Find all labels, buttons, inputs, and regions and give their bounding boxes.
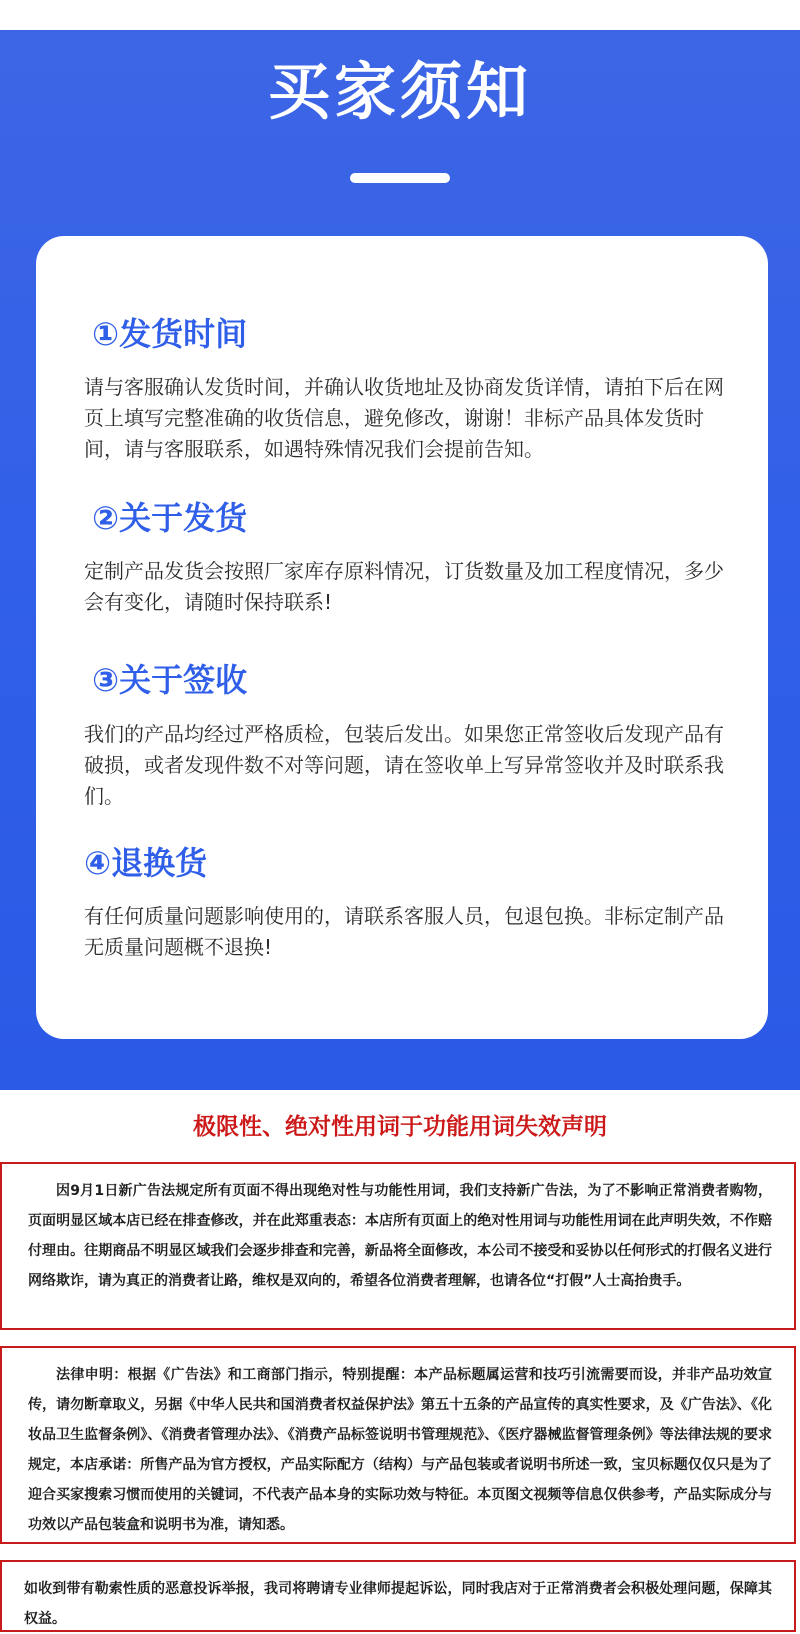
section-heading-returns: ④退换货: [84, 844, 208, 882]
section-heading-shipping-time: ①发货时间: [92, 315, 248, 353]
page-title: 买家须知: [267, 55, 532, 128]
section-body-about-receipt: 我们的产品均经过严格质检，包装后发出。如果您正常签收后发现产品有破损，或者发现件数不对等问题，请在签收单上写异常签收并及时联系我们。: [84, 722, 724, 808]
section-body-about-shipping: 定制产品发货会按照厂家库存原料情况，订货数量及加工程度情况，多少会有变化，请随时保持联系!: [84, 559, 724, 614]
section-heading-about-shipping: ②关于发货: [92, 499, 248, 537]
disclaimer-box-legal: 法律申明：根据《广告法》和工商部门指示，特别提醒：本产品标题属运营和技巧引流需要而设，并非产品功效宣传，请勿断章取义，另据《中华人民共和国消费者权益保护法》第五十五条的产品宣传的真实性要求，及《广告法》、《化妆品卫生监督条例》、《消费者管理办法》、《消费产品标签说明书管理规范》、《医疗器械监督管理条例》等法律法规的要求规定，本店承诺：所售产品为官方授权，产品实际配方（结构）与产品包装或者说明书所述一致，宝贝标题仅仅只是为了迎合买家搜索习惯而使用的关键词，不代表产品本身的实际功效与特征。本页图文视频等信息仅供参考，产品实际成分与功效以产品包装盒和说明书为准，请知悉。: [0, 1346, 796, 1544]
disclaimer-title: 极限性、绝对性用词于功能用词失效声明: [193, 1114, 607, 1140]
section-heading-about-receipt: ③关于签收: [92, 661, 248, 699]
title-underline: [350, 173, 450, 183]
top-gap: [0, 0, 800, 30]
section-body-returns: 有任何质量问题影响使用的，请联系客服人员，包退包换。非标定制产品无质量问题概不退换!: [84, 904, 724, 959]
notice-card: [36, 236, 768, 1039]
disclaimer-box-complaints: 如收到带有勒索性质的恶意投诉举报，我司将聘请专业律师提起诉讼，同时我店对于正常消费者会积极处理问题，保障其权益。: [0, 1560, 796, 1632]
disclaimer-box-ad-law: 因9月1日新广告法规定所有页面不得出现绝对性与功能性用词，我们支持新广告法，为了不影响正常消费者购物，页面明显区域本店已经在排查修改，并在此郑重表态：本店所有页面上的绝对性用词与功能性用词在此声明失效，不作赔付理由。往期商品不明显区域我们会逐步排查和完善，新品将全面修改，本公司不接受和妥协以任何形式的打假名义进行网络欺诈，请为真正的消费者让路，维权是双向的，希望各位消费者理解，也请各位“打假”人士高抬贵手。: [0, 1162, 796, 1330]
section-body-shipping-time: 请与客服确认发货时间，并确认收货地址及协商发货详情，请拍下后在网页上填写完整准确的收货信息，避免修改，谢谢！非标产品具体发货时间，请与客服联系，如遇特殊情况我们会提前告知。: [84, 375, 724, 461]
